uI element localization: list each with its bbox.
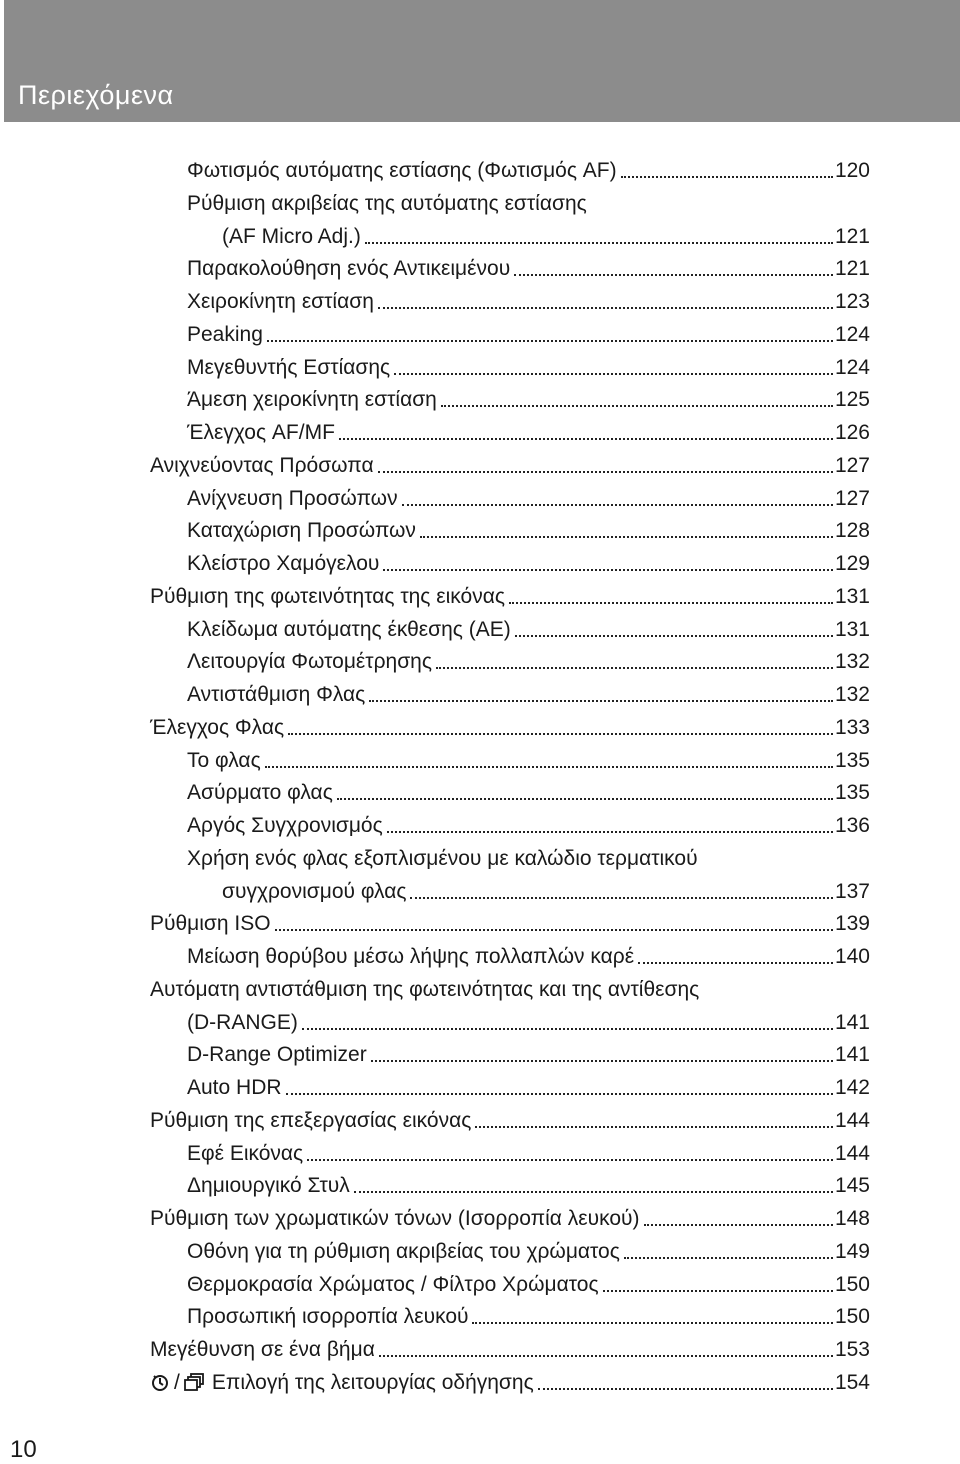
toc-entry-page: 144 bbox=[834, 1108, 870, 1132]
toc-entry-title: συγχρονισμού φλας bbox=[222, 879, 407, 903]
toc-entry-title: Θερμοκρασία Χρώματος / Φίλτρο Χρώματος bbox=[187, 1272, 599, 1296]
toc-entry-title: Χειροκίνητη εστίαση bbox=[187, 290, 374, 313]
toc-entry-title: Auto HDR bbox=[187, 1076, 282, 1099]
toc-entry-title: Κλείστρο Χαμόγελου bbox=[187, 552, 380, 575]
toc-entry bbox=[0, 647, 960, 677]
toc-entry bbox=[0, 189, 960, 219]
toc-entry-title: Αντιστάθμιση Φλας bbox=[187, 683, 366, 706]
toc-entry-title: Αυτόματη αντιστάθμιση της φωτεινότητας και της αντίθεσης bbox=[150, 977, 700, 1001]
toc-entry-title: Φωτισμός αυτόματης εστίασης (Φωτισμός AF) bbox=[187, 159, 617, 182]
toc-entry-title: Μεγεθυντής Εστίασης bbox=[187, 355, 391, 379]
toc-entry-page: 142 bbox=[834, 1076, 870, 1099]
toc-entry bbox=[0, 418, 960, 448]
toc-entry bbox=[0, 320, 960, 350]
toc-entry-page: 127 bbox=[834, 486, 870, 510]
dot-leader bbox=[288, 713, 833, 735]
toc-entry-page: 154 bbox=[834, 1370, 870, 1394]
toc-entry-page: 136 bbox=[834, 814, 870, 837]
toc-entry-title: Κλείδωμα αυτόματης έκθεσης (AE) bbox=[187, 617, 511, 641]
toc-entry-page: 148 bbox=[834, 1207, 870, 1230]
toc-entry-title: (D-RANGE) bbox=[187, 1010, 298, 1034]
dot-leader bbox=[383, 549, 833, 571]
toc-entry-title: Το φλας bbox=[187, 748, 261, 772]
toc-entry bbox=[0, 582, 960, 612]
toc-entry-page: 129 bbox=[834, 552, 870, 575]
toc-entry bbox=[0, 942, 960, 972]
toc-entry-title: Δημιουργικό Στυλ bbox=[187, 1174, 350, 1198]
page-number: 10 bbox=[10, 1436, 37, 1463]
dot-leader bbox=[387, 811, 833, 833]
toc-entry bbox=[0, 1171, 960, 1201]
toc-entry bbox=[0, 451, 960, 481]
toc-entry-page: 128 bbox=[834, 519, 870, 543]
toc-entry-page: 150 bbox=[834, 1305, 870, 1329]
toc-entry-page: 131 bbox=[834, 617, 870, 641]
toc-entry-title: D-Range Optimizer bbox=[187, 1043, 367, 1067]
toc-entry-title: Λειτουργία Φωτομέτρησης bbox=[187, 650, 432, 674]
toc-entry-title: Χρήση ενός φλας εξοπλισμένου με καλώδιο τερματικού bbox=[187, 846, 698, 870]
toc-entry bbox=[0, 549, 960, 579]
dot-leader bbox=[378, 287, 833, 309]
toc-entry bbox=[0, 909, 960, 939]
toc-entry-title: Οθόνη για τη ρύθμιση ακριβείας του χρώματος bbox=[187, 1239, 620, 1263]
dot-leader bbox=[644, 1204, 833, 1226]
toc-entry-page: 150 bbox=[834, 1272, 870, 1296]
self-timer-icon bbox=[150, 1368, 170, 1398]
dot-leader bbox=[302, 1008, 833, 1030]
dot-leader bbox=[538, 1368, 833, 1390]
continuous-shooting-icon bbox=[184, 1368, 206, 1398]
toc-entry bbox=[0, 516, 960, 546]
toc-entry-page: 124 bbox=[834, 355, 870, 379]
toc-entry bbox=[0, 1008, 960, 1038]
toc-entry bbox=[0, 1335, 960, 1365]
dot-leader bbox=[603, 1270, 833, 1292]
icon-separator: / bbox=[174, 1370, 180, 1394]
toc-entry-title: Ανιχνεύοντας Πρόσωπα bbox=[150, 453, 374, 477]
dot-leader bbox=[369, 680, 833, 702]
toc-entry-title: (AF Micro Adj.) bbox=[222, 224, 361, 248]
toc-entry bbox=[0, 484, 960, 514]
toc-entry-title: Μείωση θορύβου μέσω λήψης πολλαπλών καρέ bbox=[187, 945, 635, 968]
dot-leader bbox=[365, 222, 833, 244]
toc-entry bbox=[0, 680, 960, 710]
dot-leader bbox=[638, 942, 833, 964]
toc-entry-page: 144 bbox=[834, 1141, 870, 1165]
toc-entry bbox=[0, 385, 960, 415]
toc-entry bbox=[0, 1237, 960, 1267]
toc-entry-page: 141 bbox=[834, 1010, 870, 1034]
dot-leader bbox=[354, 1171, 833, 1193]
toc-entry bbox=[0, 353, 960, 383]
toc-entry-title: Έλεγχος Φλας bbox=[150, 715, 285, 739]
toc-entry-title: Αργός Συγχρονισμός bbox=[187, 814, 383, 837]
toc-entry-page: 140 bbox=[834, 945, 870, 968]
toc-entry-title: Ρύθμιση της φωτεινότητας της εικόνας bbox=[150, 584, 505, 608]
toc-entry-page: 120 bbox=[834, 159, 870, 182]
toc-entry bbox=[0, 222, 960, 252]
toc-entry-page: 149 bbox=[834, 1239, 870, 1263]
toc-entry bbox=[0, 1073, 960, 1103]
toc-entry-page: 133 bbox=[834, 715, 870, 739]
dot-leader bbox=[307, 1139, 833, 1161]
dot-leader bbox=[621, 156, 833, 178]
toc-entry-page: 125 bbox=[834, 388, 870, 412]
toc-entry-title: Έλεγχος AF/MF bbox=[187, 421, 335, 444]
toc-entry-page: 137 bbox=[834, 879, 870, 903]
toc-entry-title: Peaking bbox=[187, 322, 263, 346]
toc-entry-title: Ασύρματο φλας bbox=[187, 781, 333, 805]
dot-leader bbox=[410, 877, 832, 899]
toc-entry bbox=[0, 713, 960, 743]
toc-entry-page: 153 bbox=[834, 1338, 870, 1361]
dot-leader bbox=[371, 1040, 833, 1062]
toc-entry bbox=[0, 844, 960, 874]
dot-leader bbox=[420, 516, 833, 538]
toc-entry-page: 127 bbox=[834, 453, 870, 477]
toc-entry bbox=[0, 287, 960, 317]
toc-entry-title: Ανίχνευση Προσώπων bbox=[187, 486, 398, 510]
toc-entry bbox=[0, 746, 960, 776]
toc-entry-page: 135 bbox=[834, 781, 870, 805]
dot-leader bbox=[509, 582, 833, 604]
toc-entry-title: Ρύθμιση της επεξεργασίας εικόνας bbox=[150, 1108, 472, 1132]
toc-entry bbox=[0, 1302, 960, 1332]
dot-leader bbox=[436, 647, 833, 669]
toc-entry-page: 124 bbox=[834, 322, 870, 346]
toc-entry-title: Εφέ Εικόνας bbox=[187, 1141, 304, 1165]
toc-entry bbox=[0, 1106, 960, 1136]
page-title: Περιεχόμενα bbox=[18, 80, 174, 110]
toc-entry-title: Άμεση χειροκίνητη εστίαση bbox=[187, 388, 437, 412]
toc-entry bbox=[0, 778, 960, 808]
dot-leader bbox=[265, 746, 833, 768]
dot-leader bbox=[514, 254, 833, 276]
toc-entry-page: 139 bbox=[834, 912, 870, 936]
toc-entry-page: 123 bbox=[834, 290, 870, 313]
dot-leader bbox=[337, 778, 833, 800]
toc-entry-page: 121 bbox=[834, 224, 870, 248]
toc-entry bbox=[0, 1139, 960, 1169]
dot-leader bbox=[267, 320, 833, 342]
toc-entry bbox=[0, 1368, 960, 1398]
toc-entry-page: 132 bbox=[834, 683, 870, 706]
toc-entry-title: Καταχώριση Προσώπων bbox=[187, 519, 416, 543]
toc-entry-page: 131 bbox=[834, 584, 870, 608]
toc-entry-page: 132 bbox=[834, 650, 870, 674]
dot-leader bbox=[394, 353, 833, 375]
dot-leader bbox=[379, 1335, 833, 1357]
toc-entry-page: 121 bbox=[834, 257, 870, 281]
dot-leader bbox=[624, 1237, 833, 1259]
dot-leader bbox=[339, 418, 833, 440]
toc-entry-label: Επιλογή της λειτουργίας οδήγησης bbox=[211, 1370, 534, 1394]
dot-leader bbox=[475, 1106, 833, 1128]
toc-entry bbox=[0, 811, 960, 841]
toc-entry-title: Ρύθμιση των χρωματικών τόνων (Ισορροπία λευκού) bbox=[150, 1207, 640, 1230]
toc-entry-title bbox=[150, 1368, 534, 1398]
toc-entry bbox=[0, 1204, 960, 1234]
dot-leader bbox=[515, 615, 833, 637]
toc-entry bbox=[0, 1040, 960, 1070]
toc-entry-title: Ρύθμιση ακριβείας της αυτόματης εστίασης bbox=[187, 191, 587, 215]
toc-entry bbox=[0, 156, 960, 186]
toc-entry bbox=[0, 1270, 960, 1300]
toc-entry bbox=[0, 254, 960, 284]
dot-leader bbox=[441, 385, 833, 407]
toc-entry-title: Ρύθμιση ISO bbox=[150, 912, 271, 936]
toc-entry bbox=[0, 975, 960, 1005]
dot-leader bbox=[472, 1302, 832, 1324]
toc-entry-title: Παρακολούθηση ενός Αντικειμένου bbox=[187, 257, 511, 281]
toc-entry bbox=[0, 615, 960, 645]
dot-leader bbox=[378, 451, 833, 473]
toc-entry bbox=[0, 877, 960, 907]
toc-entry-title: Μεγέθυνση σε ένα βήμα bbox=[150, 1338, 375, 1361]
toc-entry-title: Προσωπική ισορροπία λευκού bbox=[187, 1305, 469, 1329]
toc-entry-page: 145 bbox=[834, 1174, 870, 1198]
toc-entry-page: 126 bbox=[834, 421, 870, 444]
dot-leader bbox=[275, 909, 833, 931]
dot-leader bbox=[286, 1073, 833, 1095]
toc-entry-page: 135 bbox=[834, 748, 870, 772]
dot-leader bbox=[402, 484, 833, 506]
toc-entry-page: 141 bbox=[834, 1043, 870, 1067]
